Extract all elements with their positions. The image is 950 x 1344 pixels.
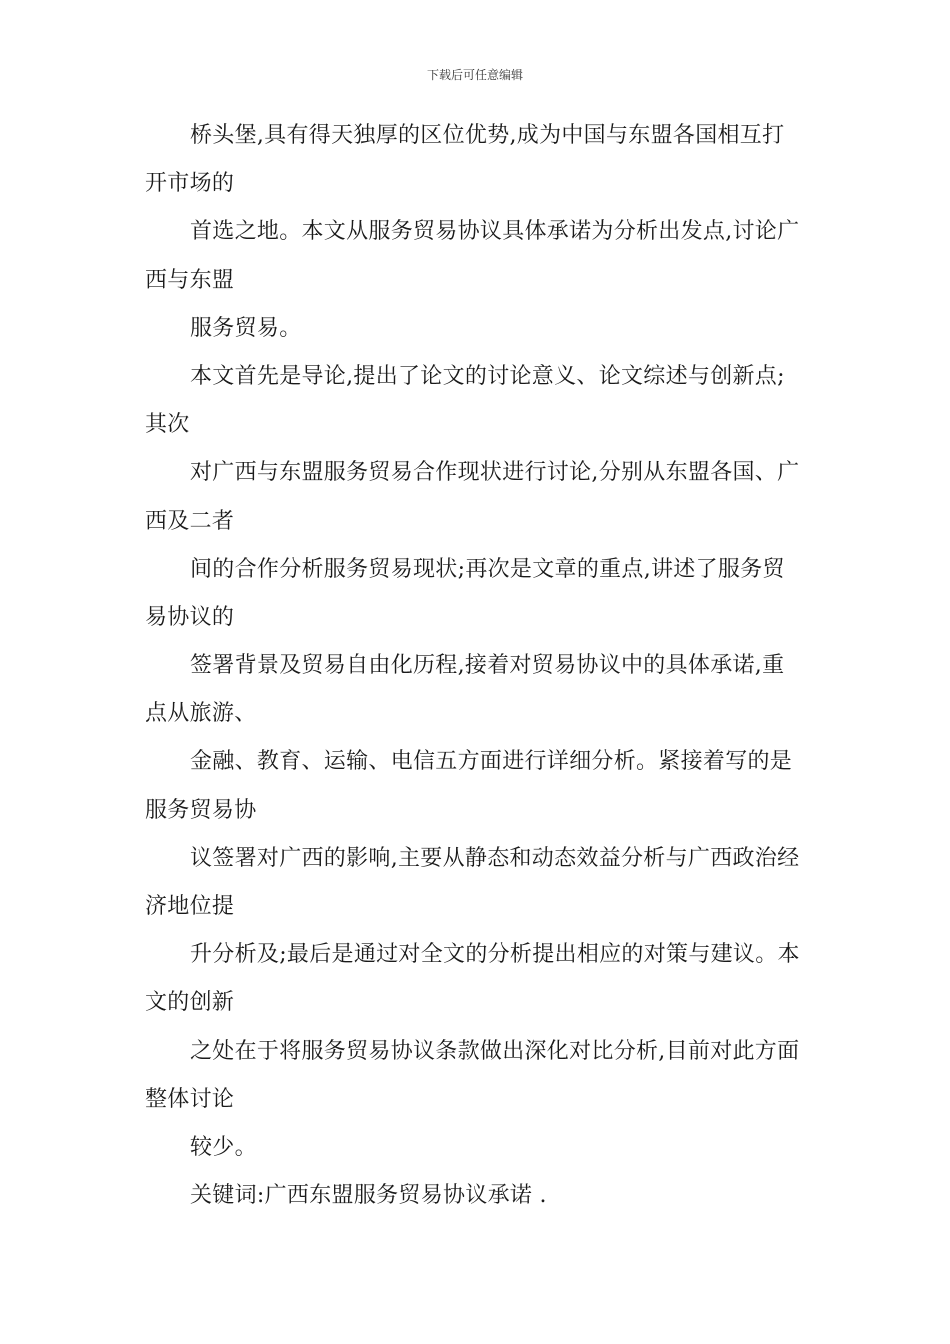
text-line: 较少。 (190, 1134, 257, 1160)
text-line: 间的合作分析服务贸易现状;再次是文章的重点,讲述了服务贸 (190, 556, 785, 582)
text-line: 济地位提 (145, 894, 235, 919)
text-line: 其次 (145, 412, 190, 438)
text-line: 升分析及;最后是通过对全文的分析提出相应的对策与建议。本 (190, 942, 800, 968)
page-header-note: 下载后可任意编辑 (426, 68, 523, 82)
text-line: 签署背景及贸易自由化历程,接着对贸易协议中的具体承诺,重 (190, 653, 785, 679)
text-line: 西与东盟 (145, 267, 235, 293)
text-line: 桥头堡,具有得天独厚的区位优势,成为中国与东盟各国相互打 (190, 123, 785, 148)
text-line: 议签署对广西的影响,主要从静态和动态效益分析与广西政治经 (190, 845, 800, 871)
text-line: 西及二者 (145, 508, 235, 534)
text-line: 开市场的 (145, 171, 235, 197)
text-line: 之处在于将服务贸易协议条款做出深化对比分析,目前对此方面 (190, 1038, 800, 1064)
text-line: 整体讨论 (145, 1086, 235, 1112)
text-line: 关键词:广西东盟服务贸易协议承诺 . (190, 1183, 547, 1209)
text-line: 服务贸易协 (145, 797, 257, 823)
text-line: 本文首先是导论,提出了论文的讨论意义、论文综述与创新点; (190, 363, 785, 389)
text-line: 文的创新 (145, 990, 235, 1016)
text-line: 首选之地。本文从服务贸易协议具体承诺为分析出发点,讨论广 (190, 219, 800, 245)
text-line: 金融、教育、运输、电信五方面进行详细分析。紧接着写的是 (190, 749, 793, 775)
text-line: 点从旅游、 (145, 701, 257, 727)
text-line: 易协议的 (145, 604, 235, 630)
text-line: 服务贸易。 (190, 315, 302, 341)
text-line: 对广西与东盟服务贸易合作现状进行讨论,分别从东盟各国、广 (190, 460, 800, 486)
document-body (145, 112, 810, 1220)
